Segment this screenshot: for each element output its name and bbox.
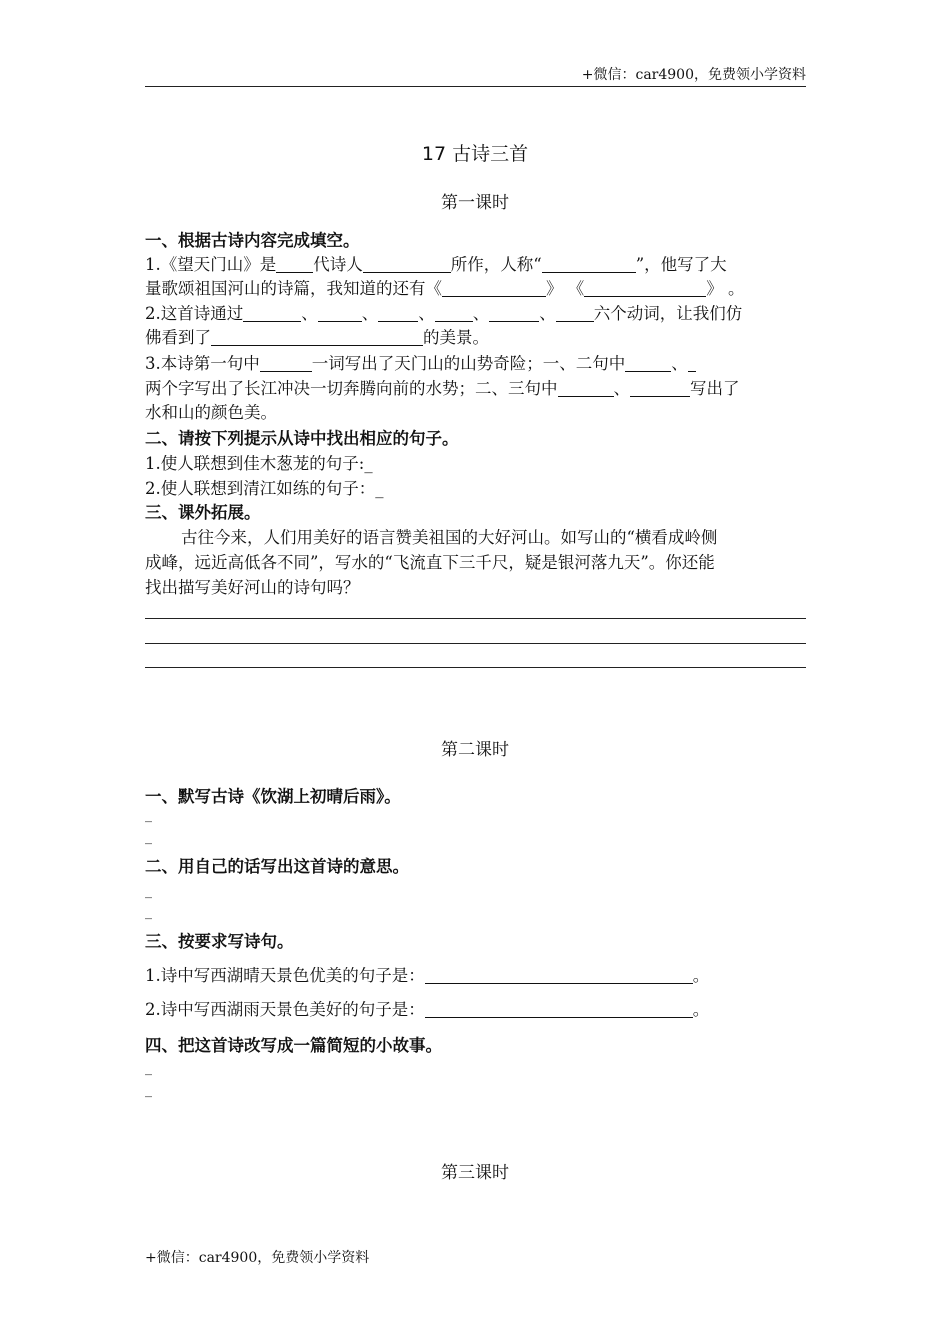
- answer-blank[interactable]: _: [145, 883, 152, 899]
- blank[interactable]: [584, 280, 706, 298]
- l1-q3-line3: 水和山的颜色美。: [145, 403, 277, 422]
- blank[interactable]: [318, 305, 362, 323]
- l1-q2-line2: 佛看到了 的美景。: [145, 328, 489, 347]
- l1-q2-line1: 2.这首诗通过 、 、 、 、 、 六个动词，让我们仿: [145, 304, 743, 323]
- l1-s2-q2: 2.使人联想到清江如练的句子：_: [145, 479, 384, 498]
- answer-line[interactable]: [145, 667, 806, 668]
- answer-blank[interactable]: _: [145, 1082, 152, 1098]
- page-footer: +微信：car4900，免费领小学资料: [145, 1250, 370, 1266]
- l1-section1-title: 一、根据古诗内容完成填空。: [145, 231, 360, 250]
- blank[interactable]: [260, 355, 312, 373]
- blank[interactable]: [243, 305, 301, 323]
- page-title: 17 古诗三首: [421, 143, 529, 165]
- l2-section4-title: 四、把这首诗改写成一篇简短的小故事。: [145, 1036, 442, 1055]
- l2-section1-title: 一、默写古诗《饮湖上初晴后雨》。: [145, 787, 401, 806]
- answer-line[interactable]: [145, 618, 806, 619]
- page-header: +微信：car4900，免费领小学资料: [581, 67, 806, 83]
- blank[interactable]: [556, 305, 594, 323]
- header-rule: [145, 86, 806, 87]
- l1-section2-title: 二、请按下列提示从诗中找出相应的句子。: [145, 429, 459, 448]
- blank[interactable]: [363, 256, 451, 274]
- l2-section2-title: 二、用自己的话写出这首诗的意思。: [145, 857, 409, 876]
- answer-blank[interactable]: _: [145, 829, 152, 845]
- blank[interactable]: [630, 380, 690, 398]
- lesson1-heading: 第一课时: [441, 193, 509, 213]
- lesson2-heading: 第二课时: [441, 740, 509, 760]
- blank[interactable]: [625, 355, 671, 373]
- l1-q3-line1: 3.本诗第一句中 一词写出了天门山的山势奇险；一、二句中 、: [145, 350, 696, 374]
- answer-blank[interactable]: [425, 1001, 693, 1019]
- l1-s2-q1: 1.使人联想到佳木葱茏的句子:_: [145, 454, 373, 473]
- blank[interactable]: [378, 305, 418, 323]
- answer-blank[interactable]: _: [145, 1060, 152, 1076]
- answer-line[interactable]: [145, 643, 806, 644]
- answer-blank[interactable]: _: [364, 454, 373, 473]
- blank[interactable]: [542, 256, 636, 274]
- blank[interactable]: [211, 329, 423, 347]
- l1-s3-para-line3: 找出描写美好河山的诗句吗？: [145, 578, 360, 597]
- l1-q1-line2: 量歌颂祖国河山的诗篇，我知道的还有《 》 《 》 。: [145, 279, 745, 298]
- blank[interactable]: [558, 380, 614, 398]
- l2-s3-q1: 1.诗中写西湖晴天景色优美的句子是： 。: [145, 966, 710, 985]
- answer-blank[interactable]: _: [145, 807, 152, 823]
- answer-blank[interactable]: _: [375, 479, 384, 498]
- blank[interactable]: [688, 355, 696, 373]
- answer-blank[interactable]: _: [145, 904, 152, 920]
- blank[interactable]: [435, 305, 473, 323]
- l1-q1-line1: 1.《望天门山》是 代诗人 所作，人称“ ”，他写了大: [145, 255, 727, 274]
- lesson3-heading: 第三课时: [441, 1163, 509, 1183]
- blank[interactable]: [489, 305, 539, 323]
- l1-s3-para-line1: 古往今来，人们用美好的语言赞美祖国的大好河山。如写山的“横看成岭侧: [181, 528, 718, 547]
- blank[interactable]: [442, 280, 546, 298]
- l1-s3-para-line2: 成峰，远近高低各不同”，写水的“飞流直下三千尺，疑是银河落九天”。你还能: [145, 553, 715, 572]
- answer-blank[interactable]: [425, 967, 693, 985]
- l1-section3-title: 三、课外拓展。: [145, 503, 261, 522]
- l1-q3-line2: 两个字写出了长江冲决一切奔腾向前的水势；二、三句中 、 写出了: [145, 379, 740, 398]
- blank[interactable]: [276, 256, 313, 274]
- l2-section3-title: 三、按要求写诗句。: [145, 932, 294, 951]
- l2-s3-q2: 2.诗中写西湖雨天景色美好的句子是： 。: [145, 1000, 710, 1019]
